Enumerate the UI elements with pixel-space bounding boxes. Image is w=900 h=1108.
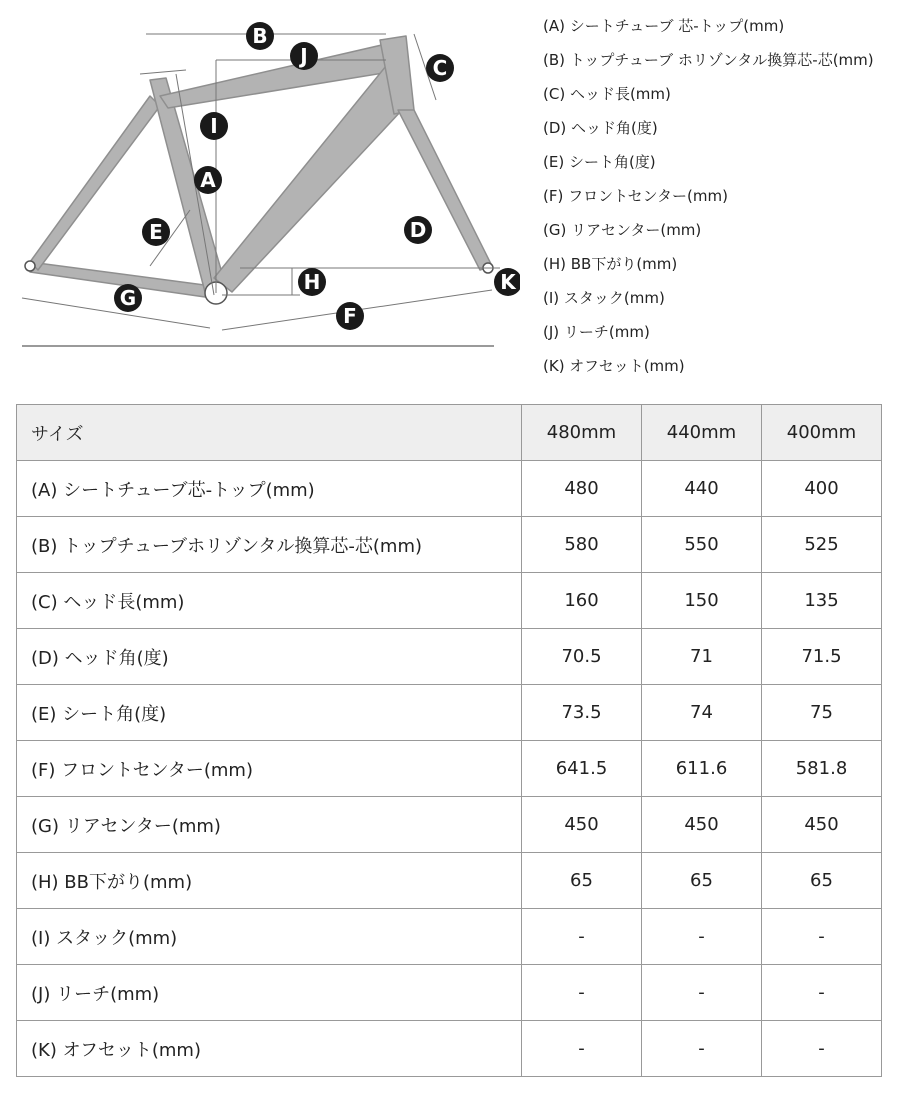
row-label: (E) シート角(度) [17,685,522,741]
value-cell: 400 [762,461,882,517]
value-cell: - [762,1021,882,1077]
bike-frame [30,36,492,297]
geometry-legend [543,12,893,386]
legend-item: (D) ヘッド角(度) [543,119,658,137]
row-label: (C) ヘッド長(mm) [17,573,522,629]
legend-item: (K) オフセット(mm) [543,357,685,375]
value-cell: - [642,1021,762,1077]
row-label: (J) リーチ(mm) [17,965,522,1021]
value-cell: 65 [762,853,882,909]
value-cell: 160 [522,573,642,629]
table-row [17,853,882,909]
legend-item: (G) リアセンター(mm) [543,221,702,239]
geometry-spec-table [16,404,882,1077]
marker-E [142,218,170,246]
value-cell: 65 [522,853,642,909]
value-cell: 450 [522,797,642,853]
table-row [17,685,882,741]
row-label: (B) トップチューブホリゾンタル換算芯-芯(mm) [17,517,522,573]
size-header: サイズ [17,405,522,461]
value-cell: 611.6 [642,741,762,797]
value-cell: 641.5 [522,741,642,797]
value-cell: 73.5 [522,685,642,741]
row-label: (G) リアセンター(mm) [17,797,522,853]
svg-text:A: A [200,168,216,192]
row-label: (D) ヘッド角(度) [17,629,522,685]
table-row [17,797,882,853]
marker-F [336,302,364,330]
marker-B [246,22,274,50]
svg-text:K: K [500,270,516,294]
marker-A [194,166,222,194]
frame-geometry-diagram [0,0,520,380]
row-label: (A) シートチューブ芯-トップ(mm) [17,461,522,517]
value-cell: 550 [642,517,762,573]
value-cell: - [642,909,762,965]
legend-item: (I) スタック(mm) [543,289,665,307]
table-row [17,1021,882,1077]
value-cell: 525 [762,517,882,573]
value-cell: - [522,1021,642,1077]
svg-text:I: I [210,114,218,138]
legend-item: (A) シートチューブ 芯-トップ(mm) [543,17,785,35]
value-cell: - [522,909,642,965]
row-label: (K) オフセット(mm) [17,1021,522,1077]
legend-item: (B) トップチューブ ホリゾンタル換算芯-芯(mm) [543,51,874,69]
marker-G [114,284,142,312]
marker-J [290,42,318,70]
marker-K [494,268,520,296]
svg-text:D: D [409,218,427,242]
table-row [17,965,882,1021]
row-label: (I) スタック(mm) [17,909,522,965]
legend-item: (J) リーチ(mm) [543,323,650,341]
value-cell: - [642,965,762,1021]
value-cell: - [762,965,882,1021]
value-cell: 580 [522,517,642,573]
value-cell: 74 [642,685,762,741]
value-cell: 135 [762,573,882,629]
marker-H [298,268,326,296]
value-cell: 70.5 [522,629,642,685]
legend-item: (F) フロントセンター(mm) [543,187,728,205]
value-cell: 150 [642,573,762,629]
legend-item: (H) BB下がり(mm) [543,255,678,273]
value-cell: 450 [642,797,762,853]
value-cell: 65 [642,853,762,909]
rear-axle [25,261,35,271]
value-cell: - [762,909,882,965]
value-cell: 450 [762,797,882,853]
marker-C [426,54,454,82]
value-cell: 75 [762,685,882,741]
value-cell: 71.5 [762,629,882,685]
marker-I [200,112,228,140]
svg-text:B: B [252,24,268,48]
table-header-row [17,405,882,461]
row-label: (H) BB下がり(mm) [17,853,522,909]
value-cell: 440 [642,461,762,517]
size-480-header: 480mm [522,405,642,461]
value-cell: 581.8 [762,741,882,797]
table-body [17,461,882,1077]
table-row [17,909,882,965]
svg-text:G: G [119,286,137,310]
value-cell: 480 [522,461,642,517]
svg-text:E: E [149,220,163,244]
size-400-header: 400mm [762,405,882,461]
value-cell: - [522,965,642,1021]
svg-text:C: C [432,56,448,80]
legend-item: (C) ヘッド長(mm) [543,85,671,103]
table-row [17,573,882,629]
row-label: (F) フロントセンター(mm) [17,741,522,797]
table-row [17,741,882,797]
table-row [17,629,882,685]
svg-text:H: H [303,270,321,294]
svg-text:J: J [300,44,308,68]
legend-item: (E) シート角(度) [543,153,656,171]
svg-text:F: F [343,304,357,328]
marker-D [404,216,432,244]
size-440-header: 440mm [642,405,762,461]
table-row [17,461,882,517]
value-cell: 71 [642,629,762,685]
table-row [17,517,882,573]
